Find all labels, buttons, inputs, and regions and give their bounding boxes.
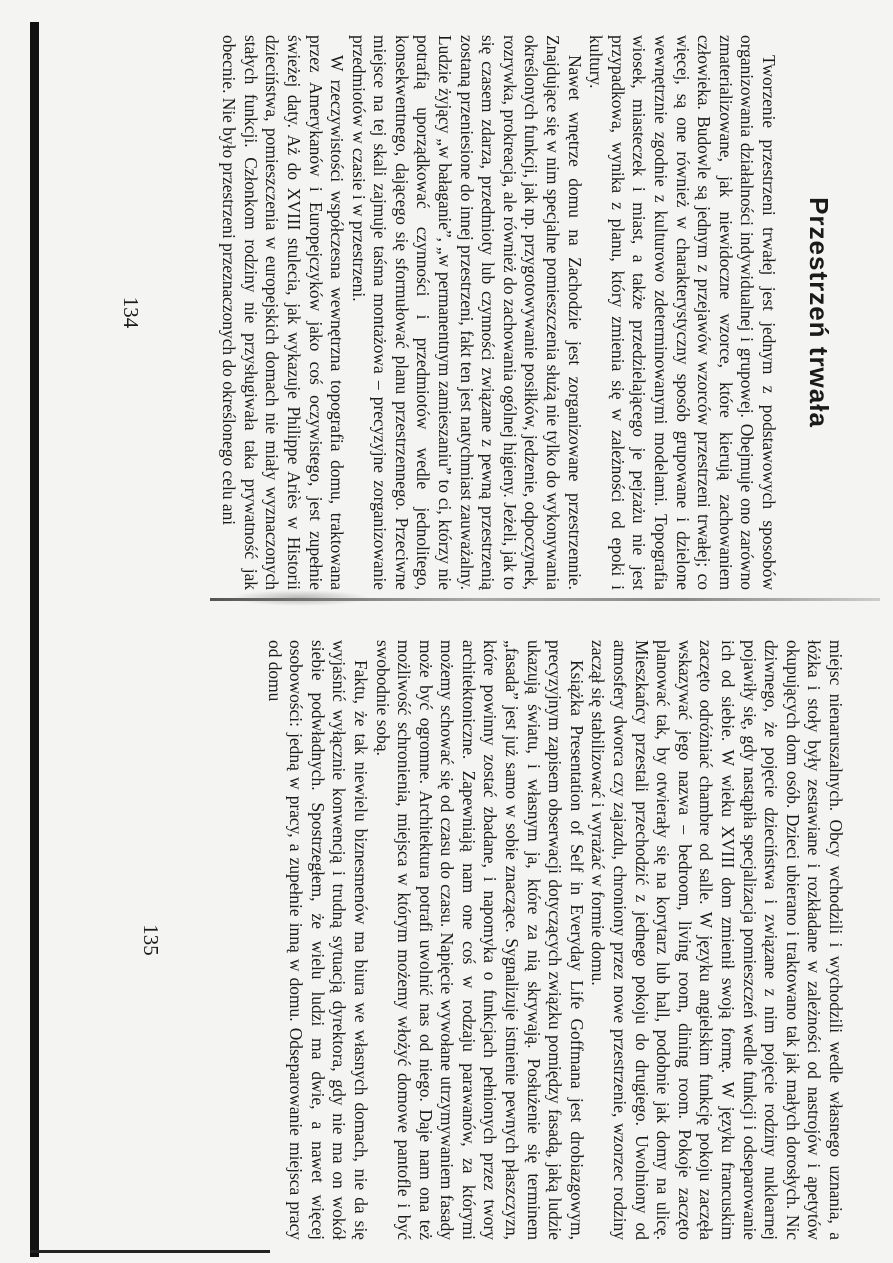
- paragraph: Faktu, że tak niewielu biznesmenów ma biura we własnych domach, nie da się wyjaśnić wyłącznie konwencją i trudną sytuacją dyrektora, gdy nie ma on wokół siebie podwładnych. Spostrzegłem, że wielu ludzi ma dwie, a nawet więcej osobowości: jedną w pracy, a zupełnie inną w domu. Odseparowanie miejsca pracy od domu: [264, 640, 371, 1240]
- page-135-body: [263, 640, 860, 1240]
- scan-bottom-edge: [30, 1250, 270, 1253]
- page-number: 134: [119, 296, 143, 329]
- book-gutter-line: [210, 598, 880, 601]
- page-134: [108, 35, 840, 590]
- paragraph: W rzeczywistości współczesna wewnętrzna topografia domu, traktowana przez Amerykanów i Europejczyków jako coś oczywistego, jest zupełnie świeżej daty. Aż do XVIII stulecia, jak wykazuje Philippe Ariès w Historii dzieciństwa, pomieszczenia w europejskich domach nie miały wyznaczonych stałych funkcji. Członkom rodziny nie przysługiwała taka prywatność jak obecnie. Nie było przestrzeni przeznaczonych do określonego celu ani: [219, 35, 348, 590]
- chapter-title: Przestrzeń trwała: [804, 197, 834, 428]
- paragraph: Książka Presentation of Self in Everyday Life Goffmana jest drobiazgowym, precyzyjnym zapisem obserwacji dotyczących związku pomiędzy fasadą, jaką ludzie ukazują światu, i własnym ja, które za nią skrywają. Posłużenie się terminem „fasada” jest już samo w sobie znaczące. Sygnalizuje istnienie pewnych płaszczyzn, które powinny zostać zbadane, i napomyka o funkcjach pełnionych przez twory architektoniczne. Zapewniają nam one coś w rodzaju parawanów, za którymi możemy schować się od czasu do czasu. Napięcie wywołane utrzymywaniem fasady może być ogromne. Architektura potrafi uwolnić nas od niego. Daje nam ona też możliwość schronienia, miejsca w którym możemy włożyć domowe pantofle i być swobodnie sobą.: [372, 640, 587, 1240]
- paragraph: miejsc nienaruszalnych. Obcy wchodzili i wychodzili wedle własnego uznania, a łóżka i stoły były zestawiane i rozkładane w zależności od nastrojów i apetytów okupujących dom osób. Dzieci ubierano i traktowano tak jak małych dorosłych. Nic dziwnego, że pojęcie dzieciństwa i związane z nim pojęcie rodziny nuklearnej pojawiły się, gdy nastąpiła specjalizacja pomieszczeń wedle funkcji i odseparowanie ich od siebie. W wieku XVIII dom zmienił swoją formę. W języku francuskim zaczęto odróżniać chambre od salle. W języku angielskim funkcję pokoju zaczęła wskazywać jego nazwa – bedroom, living room, dining room. Pokoje zaczęto planować tak, by otwierały się na korytarz lub hall, podobnie jak domy na ulicę. Mieszkańcy przestali przechodzić z jednego pokoju do drugiego. Uwolniony od atmosfery dworca czy zajazdu, chroniony przez nowe przestrzenie, wzorzec rodziny zaczął się stabilizować i wyrażać w formie domu.: [588, 640, 846, 1240]
- paragraph: Nawet wnętrze domu na Zachodzie jest zorganizowane przestrzennie. Znajdujące się w nim specjalne pomieszczenia służą nie tylko do wykonywania określonych funkcji, jak np. przygotowywanie posiłków, jedzenie, odpoczynek, rozrywka, prokreacja, ale również do zachowania ogólnej higieny. Jeżeli, jak to się czasem zdarza, przedmioty lub czynności związane z pewną przestrzenią zostaną przeniesione do innej przestrzeni, fakt ten jest natychmiast zauważalny. Ludzie żyjący „w bałaganie”, „w permanentnym zamieszaniu” to ci, którzy nie potrafią uporządkować czynności i przedmiotów wedle jednolitego, konsekwentnego, dającego się sformułować planu przestrzennego. Przeciwne miejsce na tej skali zajmuje taśma montażowa – precyzyjne zorganizowanie przedmiotów w czasie i w przestrzeni.: [348, 35, 585, 590]
- page-134-body: [218, 35, 779, 590]
- page-number: 135: [139, 924, 163, 956]
- paragraph: Tworzenie przestrzeni trwałej jest jednym z podstawowych sposobów organizowania działalności indywidualnej i grupowej. Obejmuje ono zarówno zmaterializowane, jak niewidoczne wzorce, które kierują zachowaniem człowieka. Budowle są jednym z przejawów wzorców przestrzeni trwałej; co więcej, są one również w charakterystyczny sposób grupowane i dzielone wewnętrznie zgodnie z kulturowo zdeterminowanymi modelami. Topografia wiosek, miasteczek i miast, a także przedzielającego je pejzażu nie jest przypadkowa, wynika z planu, który zmienia się w zależności od epoki i kultury.: [586, 35, 779, 590]
- scan-edge-shadow: [30, 22, 39, 1257]
- page-135: [108, 640, 860, 1240]
